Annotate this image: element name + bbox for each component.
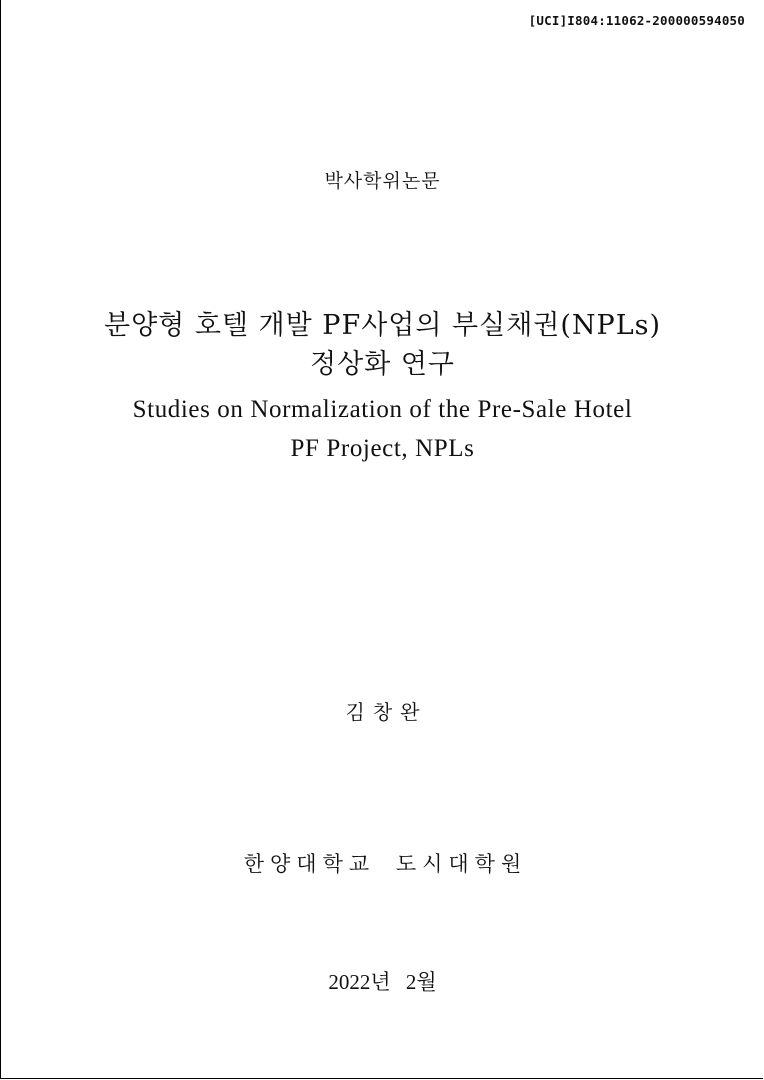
uci-identifier: [UCI]I804:11062-200000594050 [528,13,745,28]
title-korean-line-2: 정상화 연구 [310,349,455,380]
title-english-line-1: Studies on Normalization of the Pre-Sale Hotel [132,396,633,423]
title-english-line-2: PF Project, NPLs [290,435,475,462]
institution-name: 한양대학교 도시대학원 [243,852,528,876]
degree-type: 박사학위논문 [324,170,441,192]
submission-date: 2022년 2월 [328,970,437,994]
title-korean-line-1: 분양형 호텔 개발 PF사업의 부실채권(NPLs) [103,310,662,341]
author-name: 김창완 [345,700,428,724]
